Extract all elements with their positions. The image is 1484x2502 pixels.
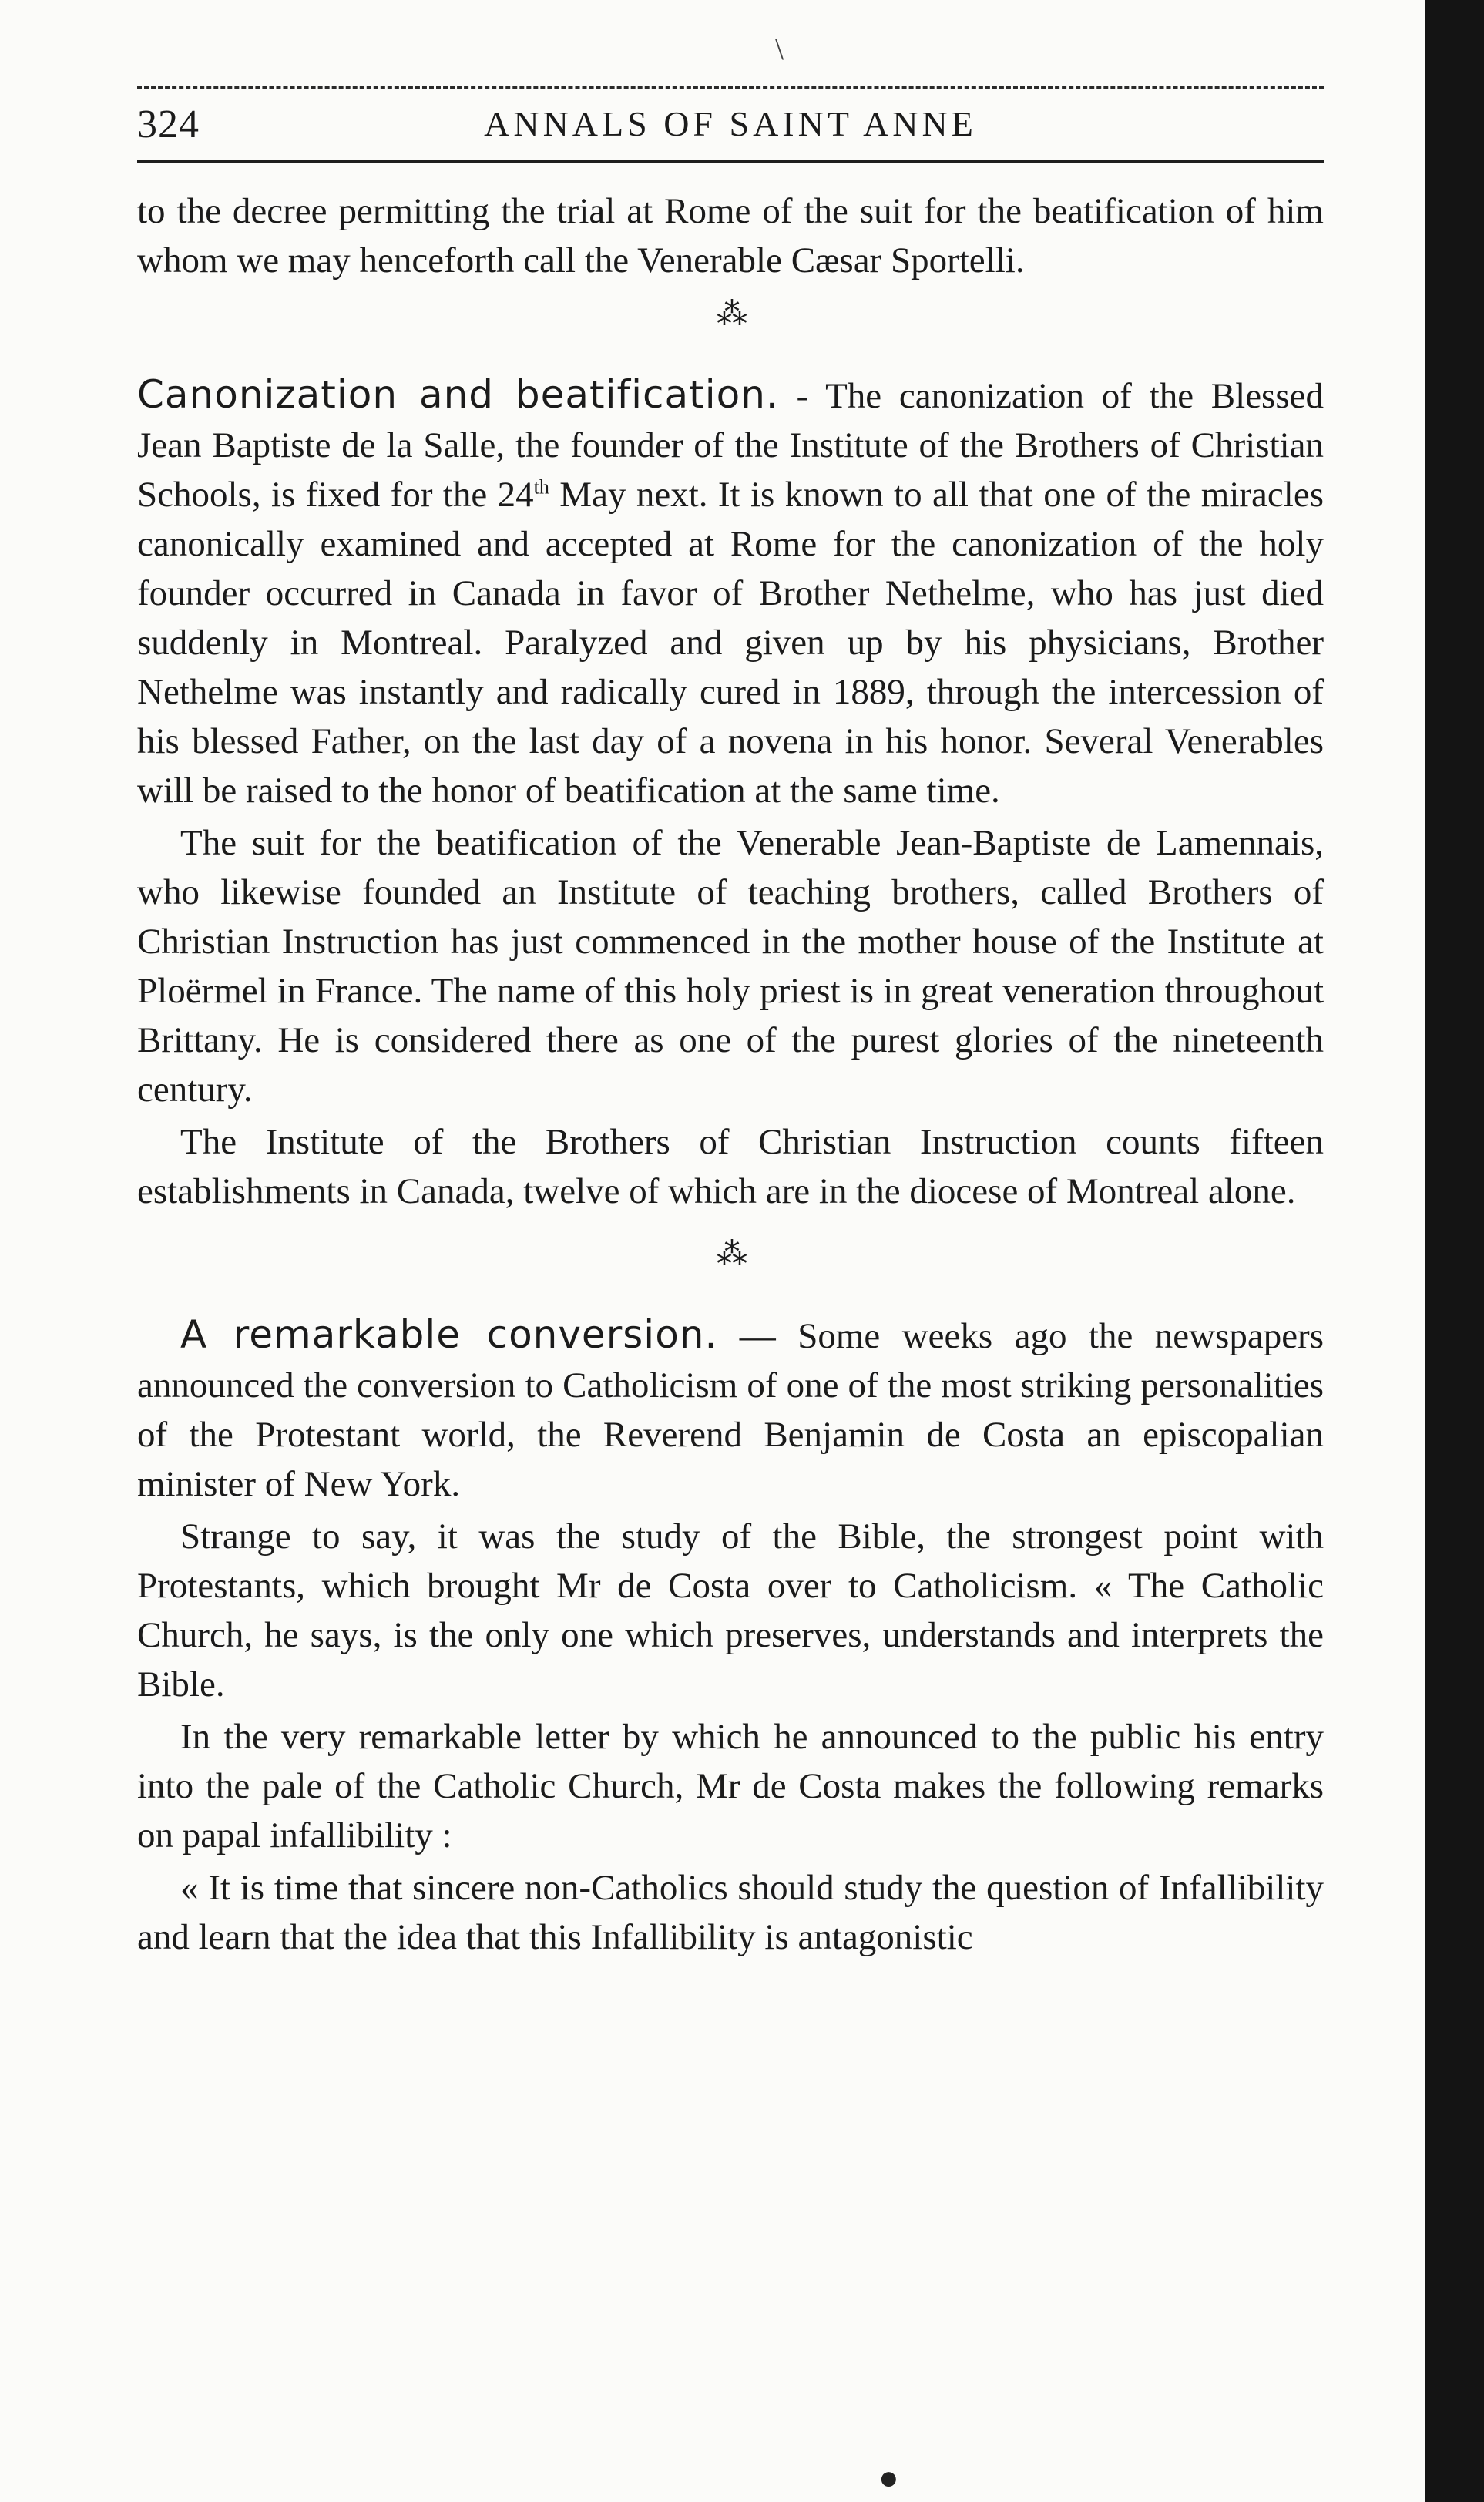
superscript-th: th (533, 475, 549, 499)
section-heading-conversion: A remarkable conversion. (180, 1312, 718, 1357)
running-head: ANNALS OF SAINT ANNE (484, 104, 977, 143)
paragraph-text: — Some weeks ago the newspapers announced the conversion to Catholicism of one of the most striking personalities of the Protestant world, the Reverend Benjamin de Costa an episcopalian minister of New York. (137, 1316, 1324, 1504)
paragraph-text-cont: May next. It is known to all that one of the miracles canonically examined and accepted at Rome for the canonization of the holy founder occurred in Canada in favor of Brother Nethelme, who has just died suddenly in Montreal. Paralyzed and given up by his physicians, Brother Nethelme was instantly and radically cured in 1889, through the intercession of his blessed Father, on the last day of a novena in his honor. Several Venerables will be raised to the honor of beatification at the same time. (137, 475, 1324, 811)
scan-smudge-mark: ● (878, 2459, 899, 2497)
paragraph-lamennais: The suit for the beatification of the Venerable Jean-Baptiste de Lamennais, who likewise founded an Institute of teaching brothers, called Brothers of Christian Instruction has just commenced in the mother house of the Institute at Ploërmel in France. The name of this holy priest is in great veneration throughout Brittany. He is considered there as one of the purest glories of the nineteenth century. (137, 823, 1324, 1110)
page-header (137, 102, 1324, 163)
paragraph-institute-count: The Institute of the Brothers of Christian Instruction counts fifteen establishments in Canada, twelve of which are in the diocese of Montreal alone. (137, 1122, 1324, 1211)
section-conversion-paragraph (137, 1310, 1324, 1509)
scan-tick-mark: \ (775, 32, 784, 66)
body-text (137, 186, 1324, 1965)
paragraph-quote: « It is time that sincere non-Catholics should study the question of Infallibility and learn that the idea that this Infallibility is antagonistic (137, 1868, 1324, 1957)
paragraph-text: - The canonization of the Blessed Jean Baptiste de la Salle, the founder of the Institute of the Brothers of Christian Schools, is fixed for the 24 (137, 376, 1324, 515)
scan-edge-bar (1425, 0, 1484, 2502)
page-number: 324 (137, 102, 200, 146)
section-ornament: ⁂ (717, 297, 744, 331)
section-canonization-paragraph (137, 370, 1324, 815)
header-bottom-rule (137, 160, 1324, 163)
paragraph-bible: Strange to say, it was the study of the Bible, the strongest point with Protestants, which brought Mr de Costa over to Catholicism. « The Catholic Church, he says, is the only one which preserves, understands and interprets the Bible. (137, 1516, 1324, 1704)
paragraph-continued: to the decree permitting the trial at Rome of the suit for the beatification of him whom we may henceforth call the Venerable Cæsar Sportelli. (137, 191, 1324, 280)
paragraph-letter: In the very remarkable letter by which he announced to the public his entry into the pale of the Catholic Church, Mr de Costa makes the following remarks on papal infallibility : (137, 1717, 1324, 1856)
header-top-rule (137, 86, 1324, 89)
book-page (137, 31, 1339, 2497)
section-ornament: ⁂ (717, 1237, 744, 1271)
section-heading-canonization: Canonization and beatification. (137, 372, 779, 417)
